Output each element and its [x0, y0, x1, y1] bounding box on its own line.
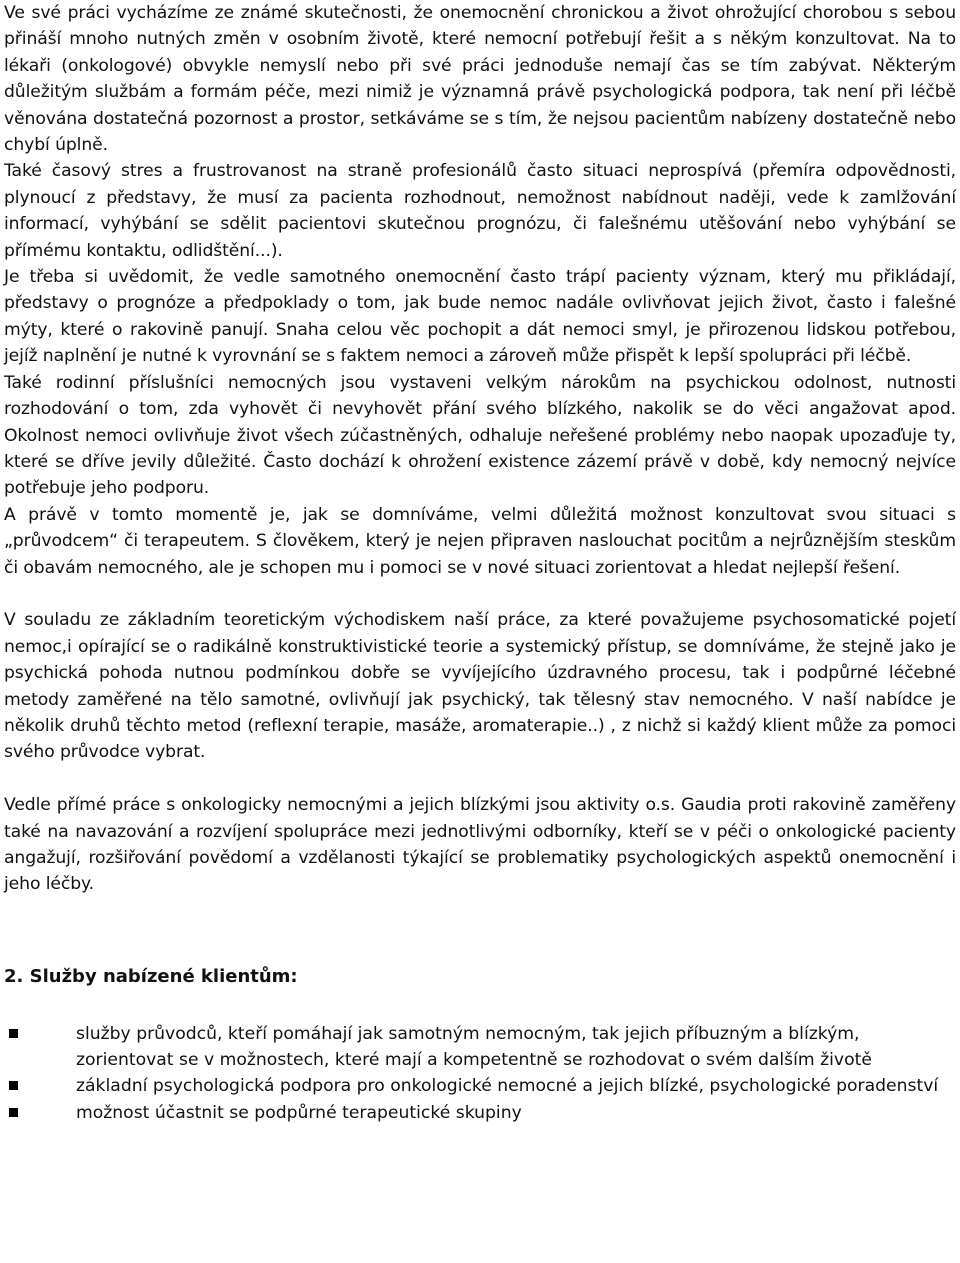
paragraph-2: Také časový stres a frustrovanost na straně profesionálů často situaci neprospívá (přemíra odpovědnosti, plynoucí z představy, že musí za pacienta rozhodnout, nemožnost nabídnout naději, vede k zamlžování informací, vyhýbání se sdělit pacientovi skutečnou prognózu, či falešnému utěšování nebo vyhýbání se přímému kontaktu, odlidštění...).: [4, 161, 956, 261]
section-spacer: [4, 991, 956, 1021]
square-bullet-icon: [9, 1081, 18, 1090]
paragraph-spacer: [4, 581, 956, 607]
document-page: [4, 0, 956, 1126]
section-heading: 2. Služby nabízené klientům:: [4, 966, 298, 988]
list-item: [4, 1073, 956, 1099]
paragraph-3: Je třeba si uvědomit, že vedle samotného onemocnění často trápí pacienty význam, který mu přikládají, představy o prognóze a předpoklady o tom, jak bude nemoc nadále ovlivňovat jejich život, často i falešné mýty, které o rakovině panují. Snaha celou věc pochopit a dát nemoci smyl, je přirozenou lidskou potřebou, jejíž naplnění je nutné k vyrovnání se s faktem nemoci a zároveň může přispět k lepší spolupráci při léčbě.: [4, 267, 956, 367]
paragraph-spacer: [4, 766, 956, 792]
section-spacer: [4, 938, 956, 964]
list-item-text: možnost účastnit se podpůrné terapeutické skupiny: [76, 1102, 522, 1123]
list-item-text: základní psychologická podpora pro onkologické nemocné a jejich blízké, psychologické poradenství: [76, 1076, 939, 1097]
square-bullet-icon: [9, 1029, 18, 1038]
list-item: [4, 1100, 956, 1126]
services-list: [4, 1021, 956, 1127]
paragraph-6: V souladu ze základním teoretickým východiskem naší práce, za které považujeme psychosomatické pojetí nemoc,i opírající se o radikálně konstruktivistické teorie a systemický přístup, se domníváme, že stejně jako je psychická pohoda nutnou podmínkou dobře se vyvíjejícího úzdravného procesu, tak i podpůrné léčebné metody zaměřené na tělo samotné, ovlivňují jak psychický, tak tělesný stav nemocného. V naší nabídce je několik druhů těchto metod (reflexní terapie, masáže, aromaterapie..) , z nichž si každý klient může za pomoci svého průvodce vybrat.: [4, 610, 956, 763]
list-item-text: služby průvodců, kteří pomáhají jak samotným nemocným, tak jejich příbuzným a blízkým, zorientovat se v možnostech, které mají a kompetentně se rozhodovat o svém dalším životě: [76, 1023, 872, 1070]
list-item: [4, 1021, 956, 1074]
paragraph-7: Vedle přímé práce s onkologicky nemocnými a jejich blízkými jsou aktivity o.s. Gaudia proti rakovině zaměřeny také na navazování a rozvíjení spolupráce mezi jednotlivými odborníky, kteří se v péči o onkologické pacienty angažují, rozšiřování povědomí a vzdělanosti týkající se problematiky psychologických aspektů onemocnění i jeho léčby.: [4, 795, 956, 895]
paragraph-5: A právě v tomto momentě je, jak se domníváme, velmi důležitá možnost konzultovat svou situaci s „průvodcem“ či terapeutem. S člověkem, který je nejen připraven naslouchat pocitům a nejrůznějším steskům či obavám nemocného, ale je schopen mu i pomoci se v nové situaci zorientovat a hledat nejlepší řešení.: [4, 504, 956, 578]
square-bullet-icon: [9, 1108, 18, 1117]
paragraph-4: Také rodinní příslušníci nemocných jsou vystaveni velkým nárokům na psychickou odolnost, nutnosti rozhodování o tom, zda vyhovět či nevyhovět přání svého blízkého, nakolik se do věci angažovat apod. Okolnost nemoci ovlivňuje život všech zúčastněných, odhaluje neřešené problémy nebo naopak upozaďuje ty, které se dříve jevily důležité. Často dochází k ohrožení existence zázemí právě v době, kdy nemocný nejvíce potřebuje jeho podporu.: [4, 372, 956, 499]
paragraph-1: Ve své práci vycházíme ze známé skutečnosti, že onemocnění chronickou a život ohrožující chorobou s sebou přináší mnoho nutných změn v osobním životě, které nemocní potřebují řešit a s někým konzultovat. Na to lékaři (onkologové) obvykle nemyslí nebo při své práci jednoduše nemají čas se tím zabývat. Některým důležitým službám a formám péče, mezi nimiž je významná právě psychologická podpora, tak není při léčbě věnována dostatečná pozornost a prostor, setkáváme se s tím, že nejsou pacientům nabízeny dostatečně nebo chybí úplně.: [4, 3, 956, 156]
section-spacer: [4, 898, 956, 938]
